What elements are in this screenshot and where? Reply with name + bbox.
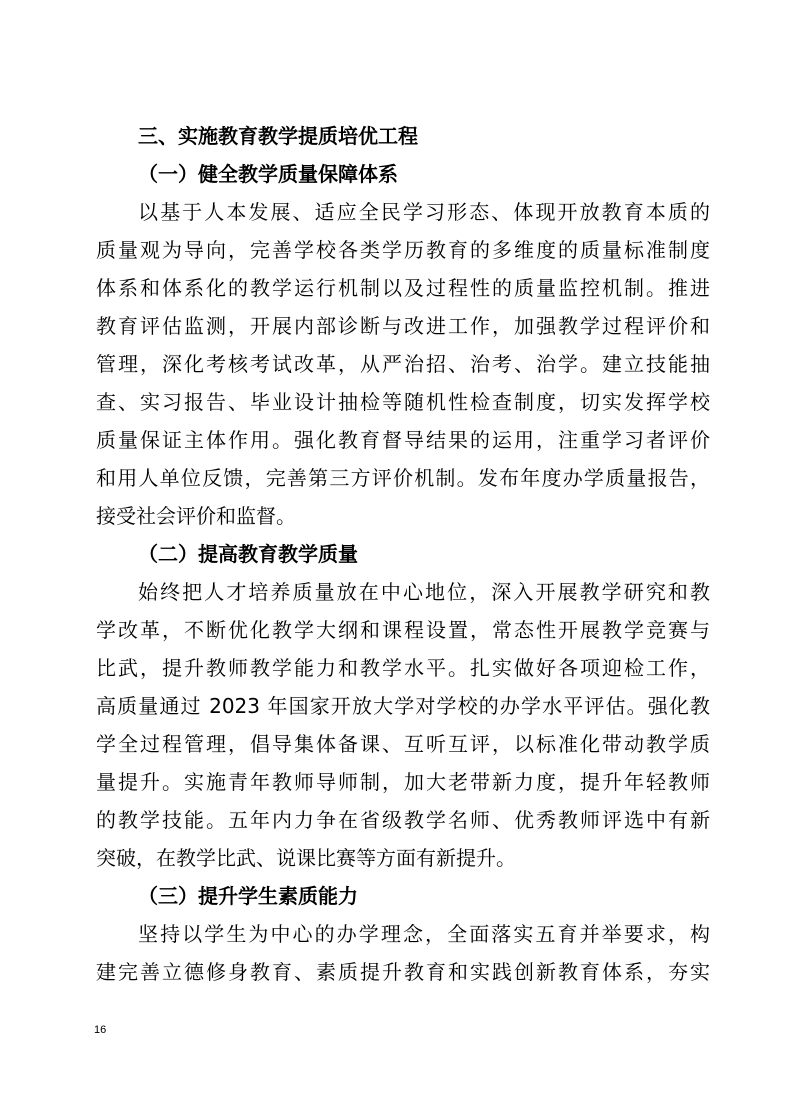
paragraph-line: 学改革，不断优化教学大纲和课程设置，常态性开展教学竞赛与 [96,618,710,642]
paragraph-line: 量提升。实施青年教师导师制，加大老带新力度，提升年轻教师 [96,770,710,794]
paragraph-line: 比武，提升教师教学能力和教学水平。扎实做好各项迎检工作， [96,656,710,680]
subsection-heading-2 [138,535,710,573]
paragraph-line: 质量保证主体作用。强化教育督导结果的运用，注重学习者评价 [96,428,710,452]
subsection-heading-text: （一）健全教学质量保障体系 [138,162,398,186]
subsection-heading-1 [138,155,710,193]
paragraph-line: 接受社会评价和监督。 [96,504,296,528]
page-number: 16 [94,1024,107,1036]
paragraph-line: 的教学技能。五年内力争在省级教学名师、优秀教师评选中有新 [96,808,710,832]
section-title: 三、实施教育教学提质培优工程 [138,124,418,148]
paragraph-line: 管理，深化考核考试改革，从严治招、治考、治学。建立技能抽 [96,352,710,376]
paragraph-line: 始终把人才培养质量放在中心地位，深入开展教学研究和教 [138,580,710,604]
paragraph-line: 突破，在教学比武、说课比赛等方面有新提升。 [96,846,516,870]
paragraph-line: 体系和体系化的教学运行机制以及过程性的质量监控机制。推进 [96,276,710,300]
paragraph-line: 建完善立德修身教育、素质提升教育和实践创新教育体系，夯实 [96,960,710,984]
subsection-heading-3 [138,877,710,915]
paragraph-line: 以基于人本发展、适应全民学习形态、体现开放教育本质的 [138,200,710,224]
paragraph-line: 质量观为导向，完善学校各类学历教育的多维度的质量标准制度 [96,238,710,262]
paragraph-line: 查、实习报告、毕业设计抽检等随机性检查制度，切实发挥学校 [96,390,710,414]
paragraph-line: 学全过程管理，倡导集体备课、互听互评，以标准化带动教学质 [96,732,710,756]
subsection-heading-text: （三）提升学生素质能力 [138,884,358,908]
paragraph-line: 高质量通过 2023 年国家开放大学对学校的办学水平评估。强化教 [96,694,710,718]
paragraph-line: 教育评估监测，开展内部诊断与改进工作，加强教学过程评价和 [96,314,710,338]
paragraph-line: 和用人单位反馈，完善第三方评价机制。发布年度办学质量报告， [96,466,710,490]
paragraph-line: 坚持以学生为中心的办学理念，全面落实五育并举要求，构 [138,922,710,946]
subsection-heading-text: （二）提高教育教学质量 [138,542,358,566]
